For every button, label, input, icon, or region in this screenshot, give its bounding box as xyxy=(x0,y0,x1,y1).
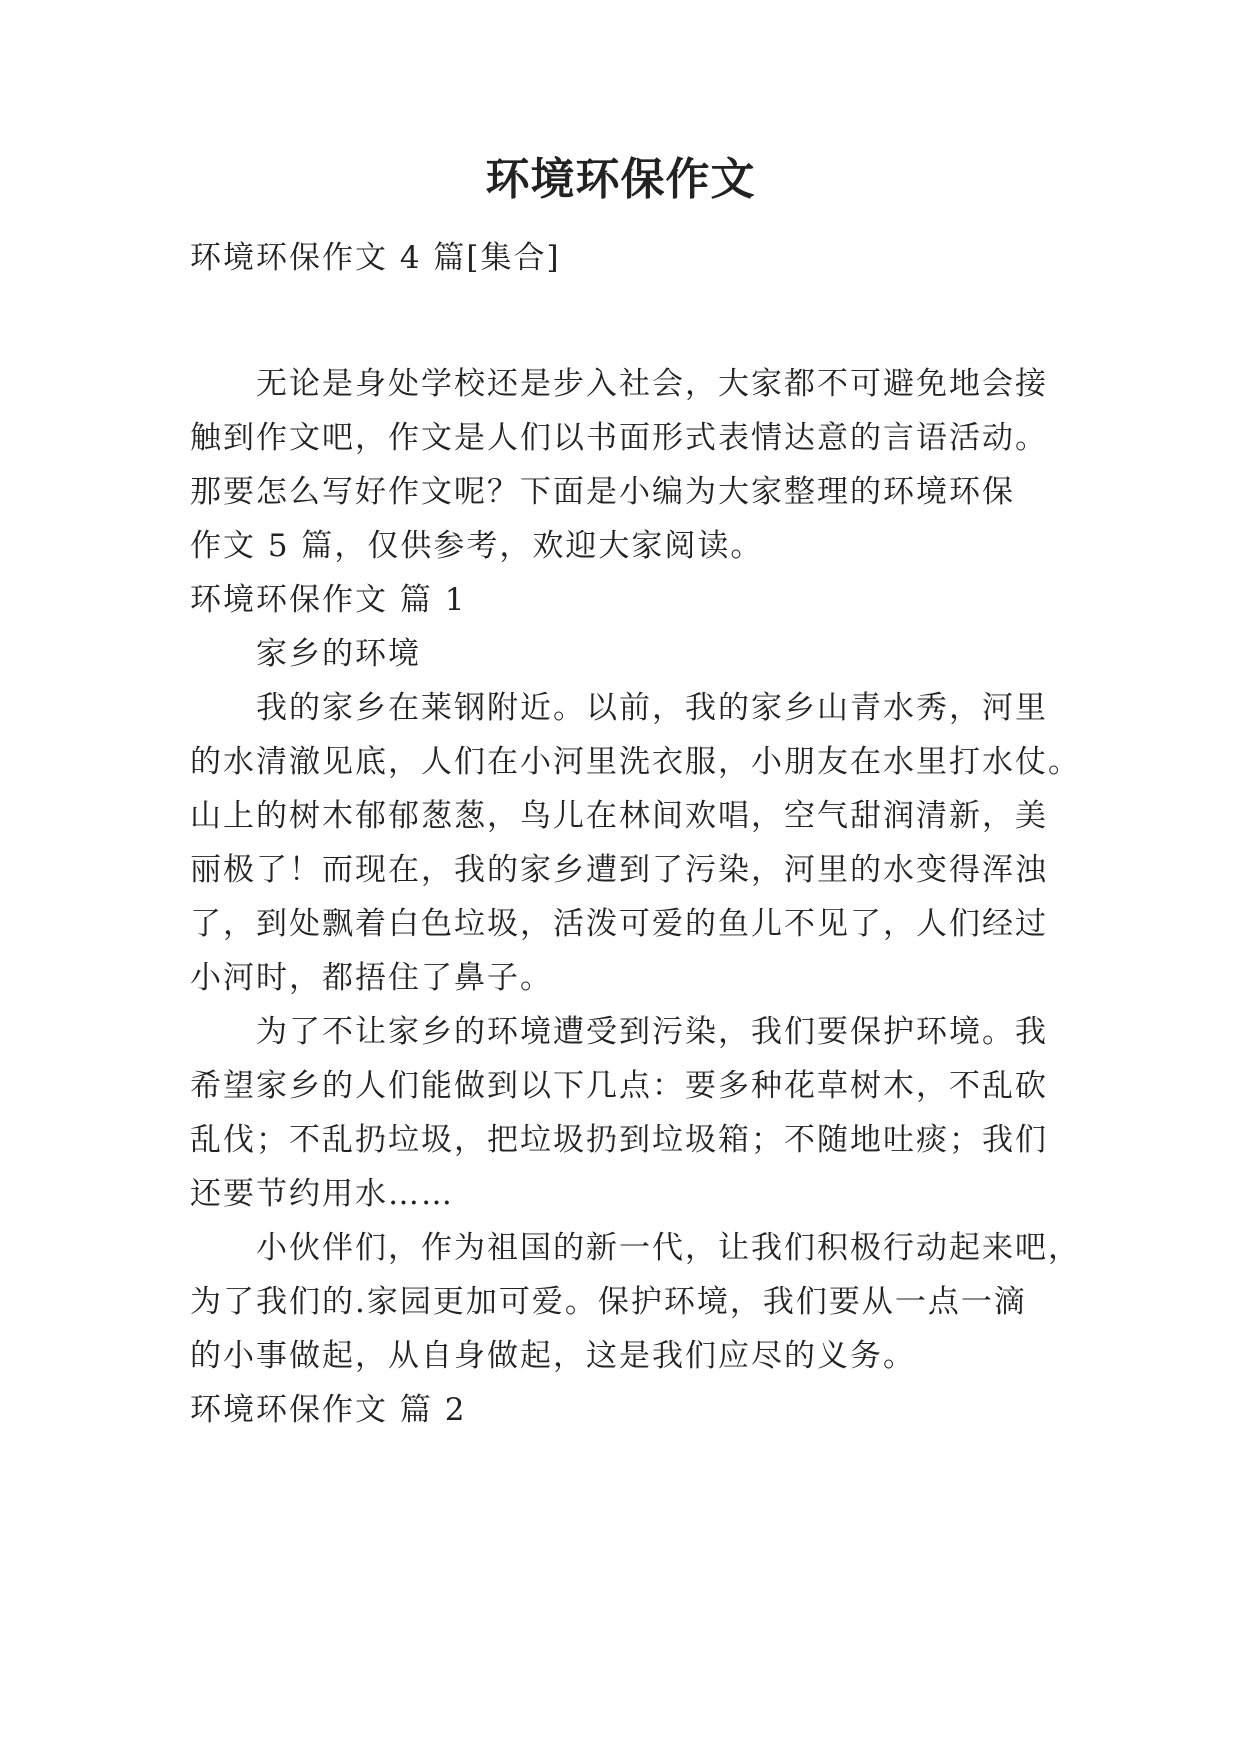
paragraph-line: 还要节约用水…… xyxy=(190,1176,454,1212)
essay-title: 家乡的环境 xyxy=(256,636,421,672)
paragraph-line: 为了不让家乡的环境遭受到污染，我们要保护环境。我 xyxy=(256,1014,1048,1050)
intro-line: 无论是身处学校还是步入社会，大家都不可避免地会接 xyxy=(256,366,1048,402)
paragraph-line: 山上的树木郁郁葱葱，鸟儿在林间欢唱，空气甜润清新，美 xyxy=(190,798,1048,834)
paragraph-line: 希望家乡的人们能做到以下几点：要多种花草树木，不乱砍 xyxy=(190,1068,1048,1104)
intro-line: 作文 5 篇，仅供参考，欢迎大家阅读。 xyxy=(190,528,764,564)
intro-line: 触到作文吧，作文是人们以书面形式表情达意的言语活动。 xyxy=(190,420,1048,456)
paragraph-line: 我的家乡在莱钢附近。以前，我的家乡山青水秀，河里 xyxy=(256,690,1048,726)
paragraph-line: 为了我们的.家园更加可爱。保护环境，我们要从一点一滴 xyxy=(190,1284,1027,1320)
paragraph-line: 了，到处飘着白色垃圾，活泼可爱的鱼儿不见了，人们经过 xyxy=(190,906,1048,942)
intro-line: 那要怎么写好作文呢？下面是小编为大家整理的环境环保 xyxy=(190,474,1015,510)
document-subtitle: 环境环保作文 4 篇[集合] xyxy=(190,240,561,276)
section-heading: 环境环保作文 篇 1 xyxy=(190,582,467,618)
paragraph-line: 小河时，都捂住了鼻子。 xyxy=(190,960,553,996)
section-heading: 环境环保作文 篇 2 xyxy=(190,1392,467,1428)
paragraph-line: 的水清澈见底，人们在小河里洗衣服，小朋友在水里打水仗。 xyxy=(190,744,1081,780)
paragraph-line: 小伙伴们，作为祖国的新一代，让我们积极行动起来吧， xyxy=(256,1230,1081,1266)
document-title: 环境环保作文 xyxy=(485,154,756,205)
paragraph-line: 乱伐；不乱扔垃圾，把垃圾扔到垃圾箱；不随地吐痰；我们 xyxy=(190,1122,1048,1158)
paragraph-line: 丽极了！而现在，我的家乡遭到了污染，河里的水变得浑浊 xyxy=(190,852,1048,888)
paragraph-line: 的小事做起，从自身做起，这是我们应尽的义务。 xyxy=(190,1338,916,1374)
